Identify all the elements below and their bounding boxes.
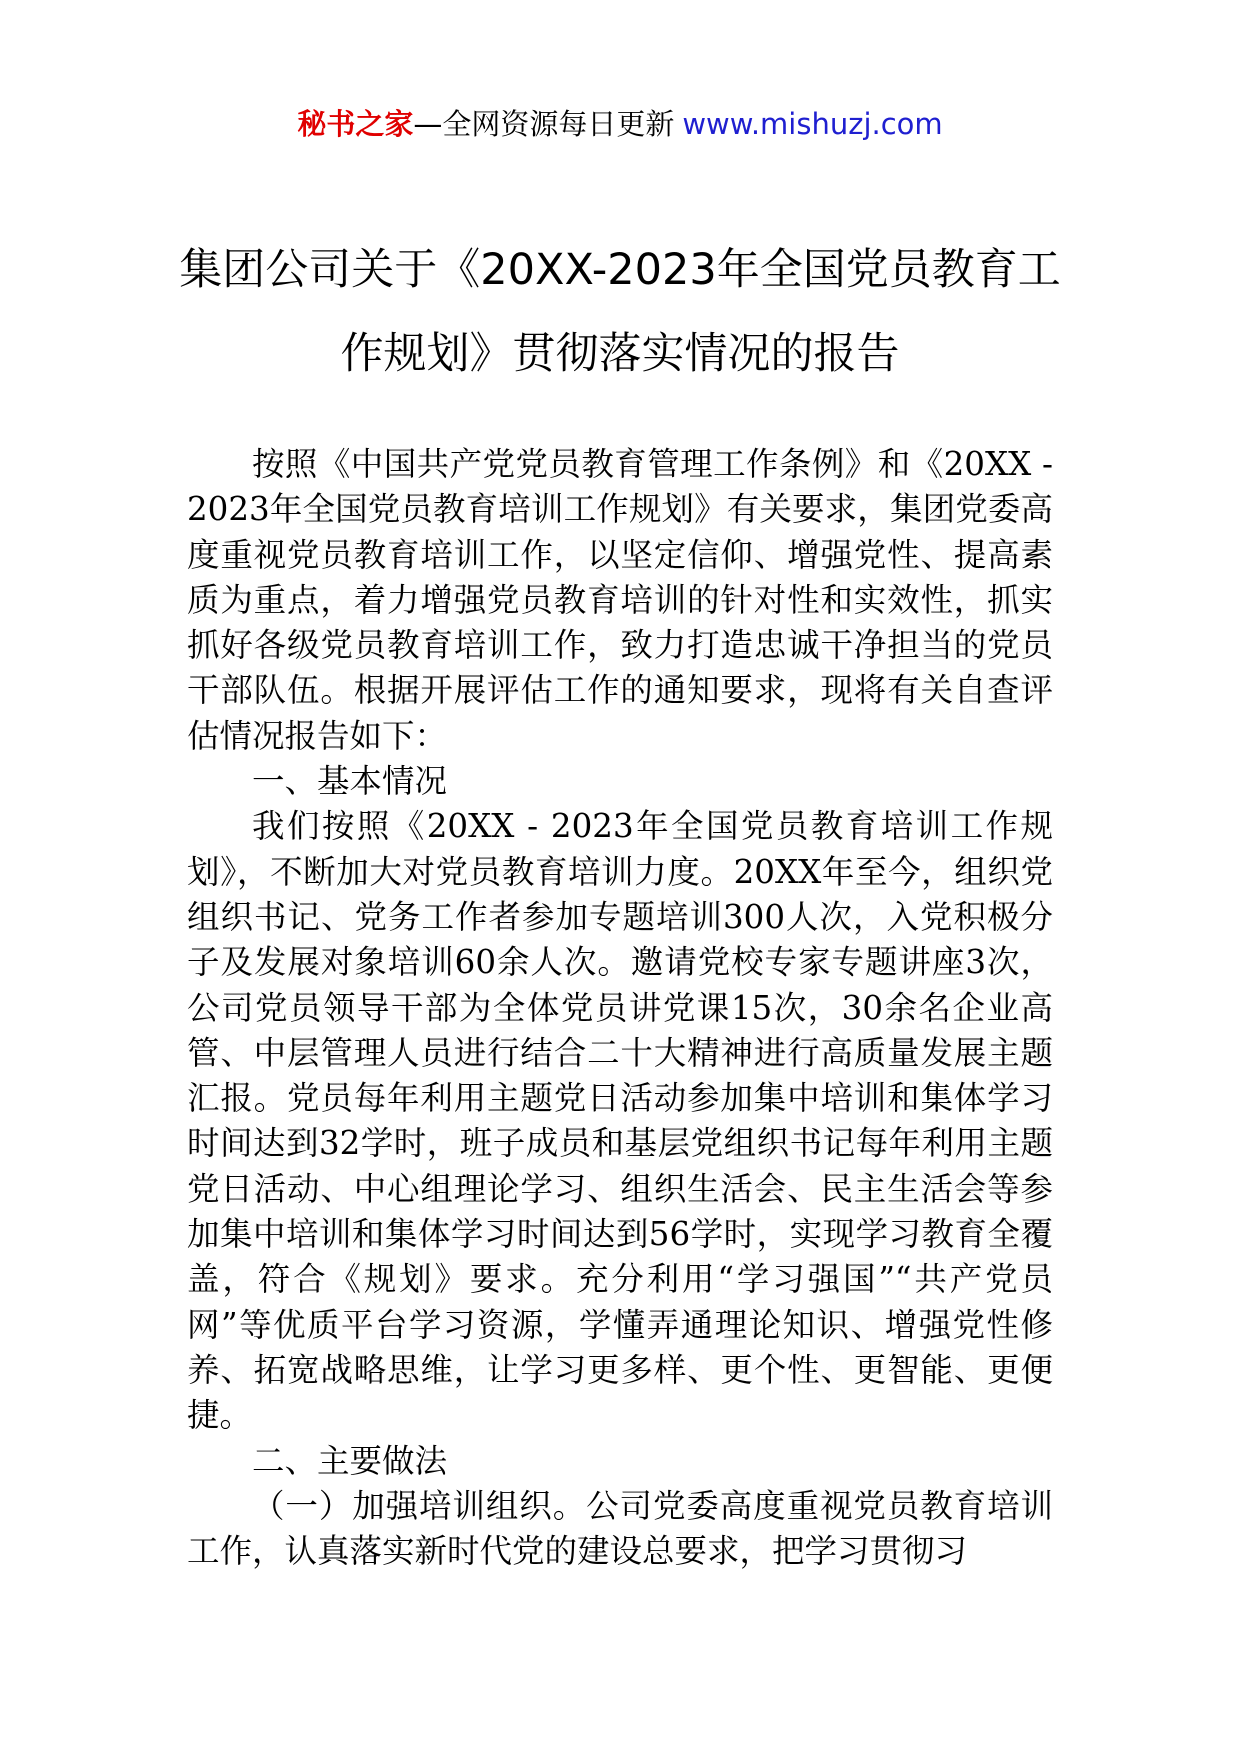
section-heading-basic-situation: 一、基本情况 — [252, 762, 448, 801]
document-title: 集团公司关于《20XX-2023年全国党员教育工作规划》贯彻落实情况的报告 — [179, 245, 1061, 379]
banner-url-link[interactable]: www.mishuzj.com — [682, 107, 943, 141]
section-heading-main-practices: 二、主要做法 — [252, 1441, 448, 1480]
intro-paragraph: 按照《中国共产党党员教育管理工作条例》和《20XX - 2023年全国党员教育培训工作规划》有关要求，集团党委高度重视党员教育培训工作，以坚定信仰、增强党性、提高素质为重点，着力增强党员教育培训的针对性和实效性，抓实抓好各级党员教育培训工作，致力打造忠诚干净担当的党员干部队伍。根据开展评估工作的通知要求，现将有关自查评估情况报告如下： — [187, 445, 1053, 755]
training-organization-paragraph: （一）加强培训组织。公司党委高度重视党员教育培训工作，认真落实新时代党的建设总要求，把学习贯彻习 — [187, 1486, 1053, 1571]
basic-situation-paragraph: 我们按照《20XX - 2023年全国党员教育培训工作规划》，不断加大对党员教育培训力度。20XX年至今，组织党组织书记、党务工作者参加专题培训300人次，入党积极分子及发展对象培训60余人次。邀请党校专家专题讲座3次，公司党员领导干部为全体党员讲党课15次，30余名企业高管、中层管理人员进行结合二十大精神进行高质量发展主题汇报。党员每年利用主题党日活动参加集中培训和集体学习时间达到32学时，班子成员和基层党组织书记每年利用主题党日活动、中心组理论学习、组织生活会、民主生活会等参加集中培训和集体学习时间达到56学时，实现学习教育全覆盖，符合《规划》要求。充分利用“学习强国”“共产党员网”等优质平台学习资源，学懂弄通理论知识、增强党性修养、拓宽战略思维，让学习更多样、更个性、更智能、更便捷。 — [187, 807, 1053, 1435]
site-banner — [0, 100, 1240, 148]
banner-tagline: —全网资源每日更新 — [413, 107, 675, 141]
banner-brand: 秘书之家 — [297, 107, 414, 141]
document-body — [187, 442, 1053, 1574]
